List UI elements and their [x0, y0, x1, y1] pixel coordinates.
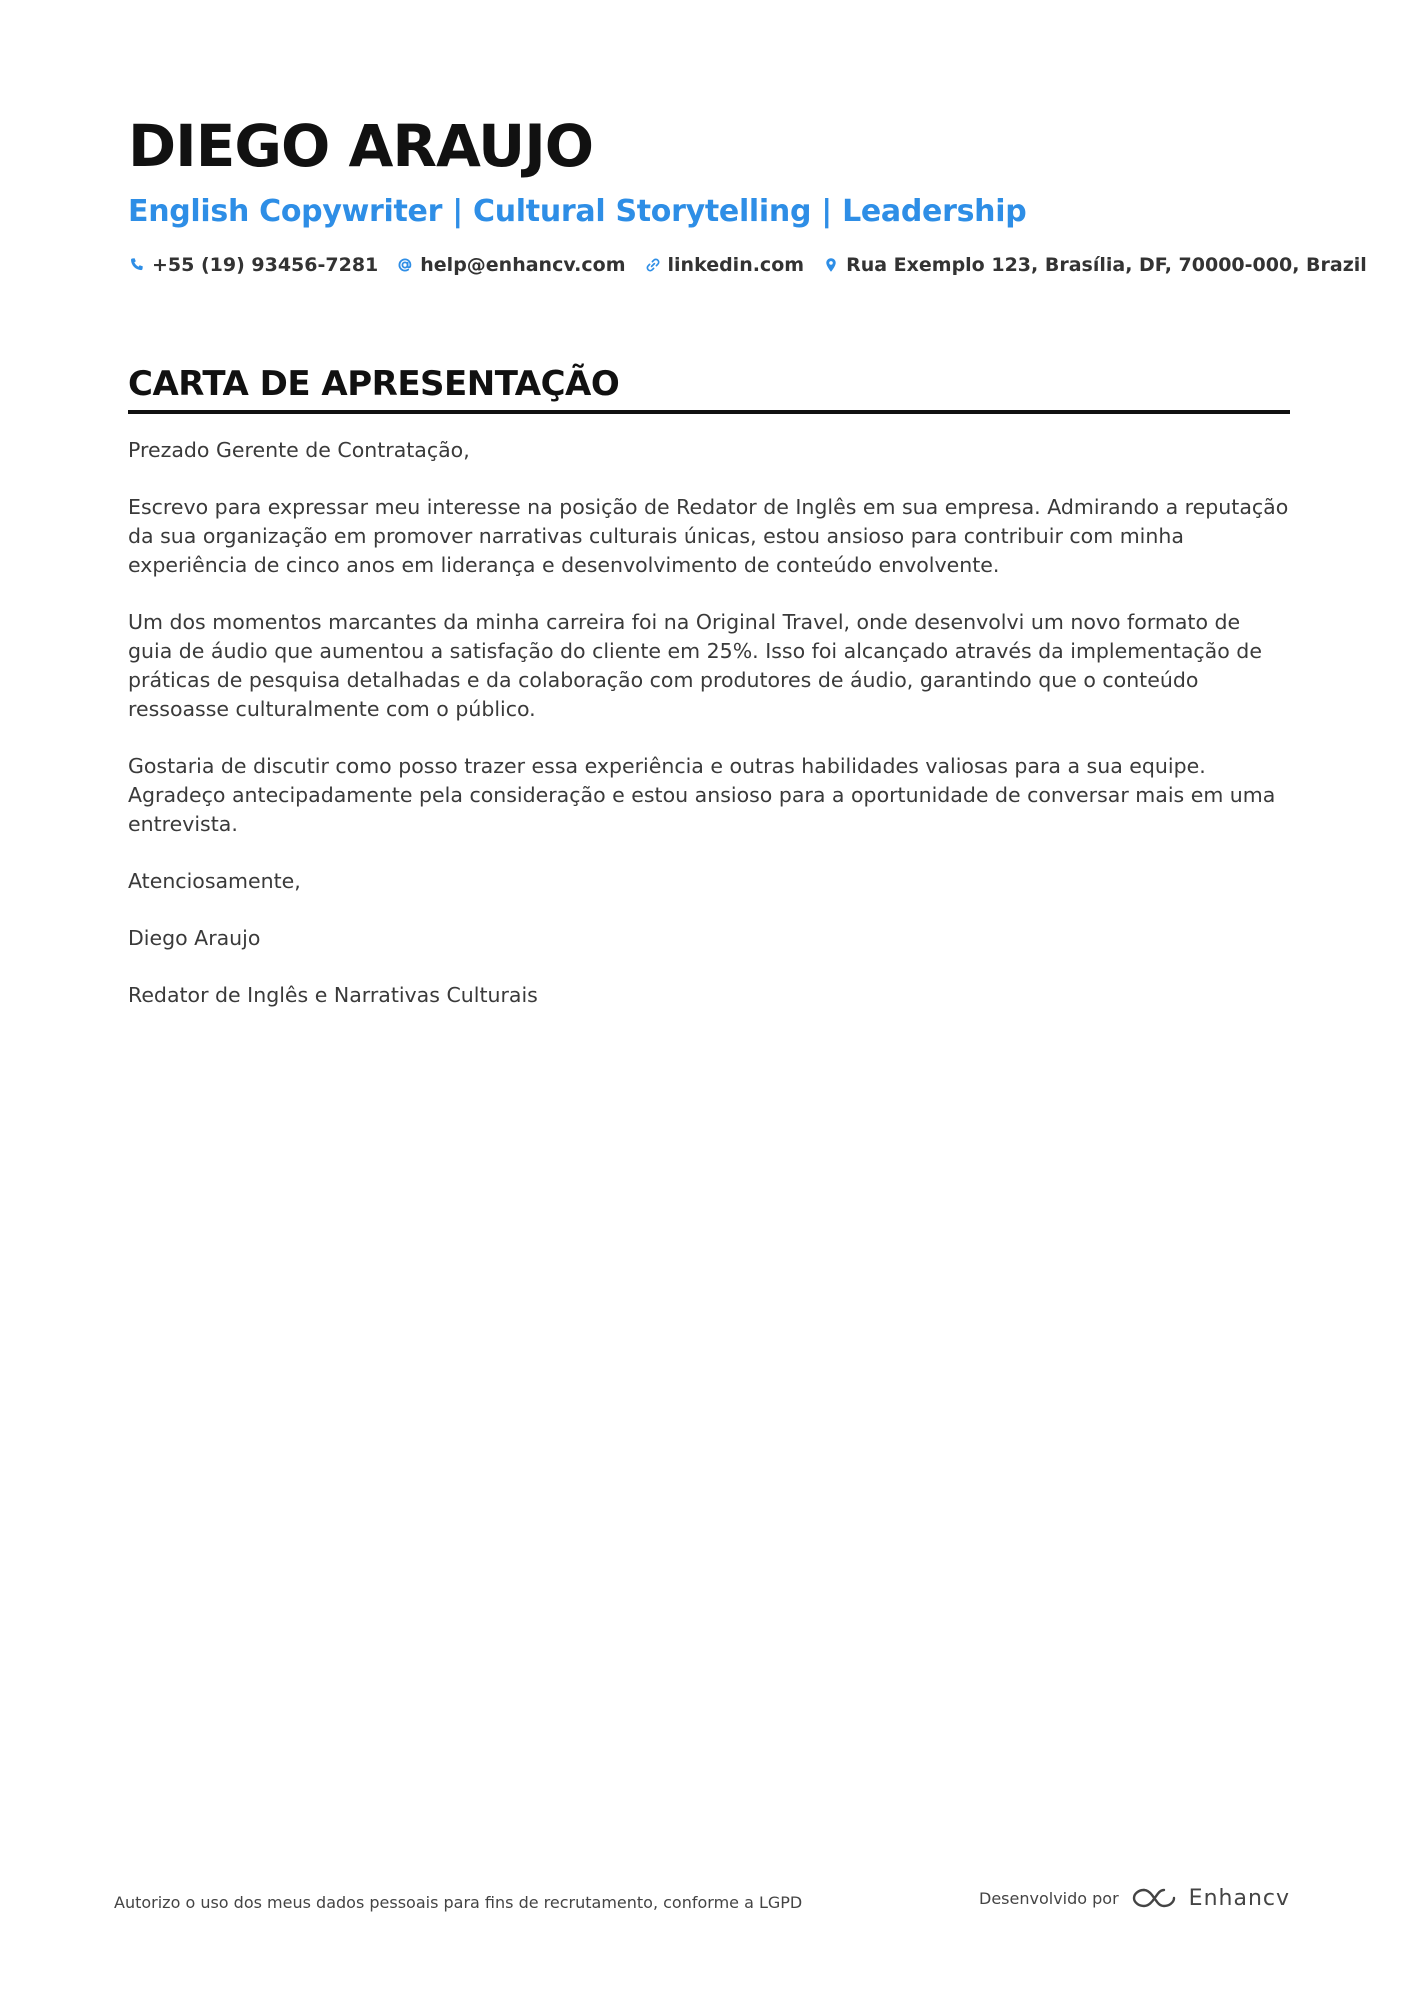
- enhancv-logo-icon: [1131, 1885, 1177, 1911]
- contact-linkedin-text: linkedin.com: [667, 254, 805, 276]
- signature-name: Diego Araujo: [128, 926, 261, 950]
- consent-footer: Autorizo o uso dos meus dados pessoais para fins de recrutamento, conforme a LGPD: [114, 1893, 803, 1912]
- location-pin-icon: [822, 256, 840, 274]
- at-icon: [396, 256, 414, 274]
- contact-bar: [128, 254, 1367, 276]
- candidate-name: DIEGO ARAUJO: [128, 112, 594, 180]
- letter-paragraph-3: Gostaria de discutir como posso trazer essa experiência e outras habilidades valiosas para a sua equipe. Agradeço antecipadamente pela consideração e estou ansioso para a oportunidade de conversar mais em uma entrevista.: [128, 754, 1276, 836]
- section-divider: [128, 410, 1290, 414]
- link-icon: [644, 256, 662, 274]
- phone-icon: [128, 256, 146, 274]
- powered-by-label: Desenvolvido por: [979, 1888, 1119, 1908]
- candidate-headline: English Copywriter | Cultural Storytelling | Leadership: [128, 194, 1027, 229]
- letter-greeting: Prezado Gerente de Contratação,: [128, 438, 470, 462]
- contact-phone-text: +55 (19) 93456-7281: [152, 254, 379, 276]
- contact-phone[interactable]: [128, 254, 378, 276]
- letter-paragraph-2: Um dos momentos marcantes da minha carreira foi na Original Travel, onde desenvolvi um novo formato de guia de áudio que aumentou a satisfação do cliente em 25%. Isso foi alcançado através da implementação de práticas de pesquisa detalhadas e da colaboração com produtores de áudio, garantindo que o conteúdo ressoasse culturalmente com o público.: [128, 610, 1262, 721]
- powered-by-footer[interactable]: [979, 1885, 1290, 1911]
- letter-paragraph-1: Escrevo para expressar meu interesse na posição de Redator de Inglês em sua empresa. Admirando a reputação da sua organização em promover narrativas culturais únicas, estou ansioso para contribuir com minha experiência de cinco anos em liderança e desenvolvimento de conteúdo envolvente.: [128, 495, 1289, 577]
- contact-address: [822, 254, 1367, 276]
- cover-letter-section: [128, 362, 1290, 1038]
- enhancv-brand-name: Enhancv: [1188, 1885, 1290, 1911]
- letter-body: [128, 436, 1290, 1010]
- contact-linkedin[interactable]: [644, 254, 805, 276]
- contact-email[interactable]: [396, 254, 625, 276]
- section-title: CARTA DE APRESENTAÇÃO: [128, 364, 620, 404]
- letter-closing: Atenciosamente,: [128, 869, 301, 893]
- signature-title: Redator de Inglês e Narrativas Culturais: [128, 983, 538, 1007]
- header: [128, 108, 1367, 276]
- contact-address-text: Rua Exemplo 123, Brasília, DF, 70000-000, Brazil: [846, 254, 1367, 276]
- contact-email-text: help@enhancv.com: [420, 254, 626, 276]
